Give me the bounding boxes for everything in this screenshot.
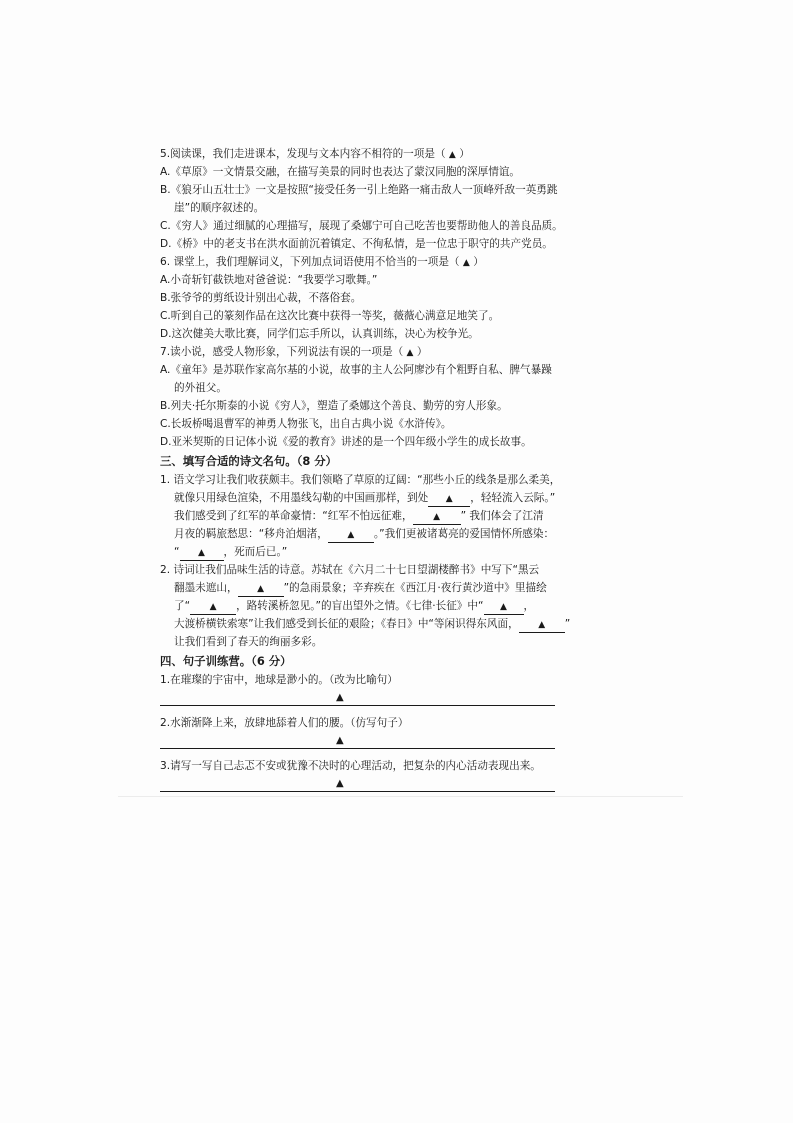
answer-marker-icon: ▲ xyxy=(336,692,344,703)
q6-stem xyxy=(160,253,630,271)
q5-close: ） xyxy=(459,148,470,160)
answer-marker-icon: ▲ xyxy=(336,735,344,746)
fill-blank[interactable] xyxy=(428,492,470,507)
q5-option-b-cont: 崖”的顺序叙述的。 xyxy=(174,202,265,214)
q6-close: ） xyxy=(473,256,484,268)
q5-option-d: D.《桥》中的老支书在洪水面前沉着镇定、不徇私情，是一位忠于职守的共产党员。 xyxy=(160,238,553,250)
s3-p1-l3-text-b: ” 我们体会了江清 xyxy=(460,510,544,522)
section3-heading: 三、填写合适的诗文名句。（8 分） xyxy=(160,454,338,468)
s3-p2-l2-text-b: ”的急雨景象；辛弃疾在《西江月·夜行黄沙道中》里描绘 xyxy=(283,582,547,594)
s3-p2-l4-text-a: 大渡桥横铁索寒”让我们感受到长征的艰险；《春日》中“等闲识得东风面， xyxy=(174,618,519,630)
s3-p2-line2 xyxy=(160,579,630,597)
q7-option-a-cont: 的外祖父。 xyxy=(174,382,227,394)
fill-blank[interactable] xyxy=(519,618,565,633)
answer-marker-icon: ▲ xyxy=(336,778,344,789)
q6-option-d: D.这次健美大歌比赛，同学们忘手所以，认真训练，决心为校争光。 xyxy=(160,328,479,340)
q7-option-c: C.长坂桥喝退曹军的神勇人物张飞，出自古典小说《水浒传》。 xyxy=(160,418,452,430)
answer-marker-icon: ▲ xyxy=(433,512,441,522)
q7-option-d: D.亚米契斯的日记体小说《爱的教育》讲述的是一个四年级小学生的成长故事。 xyxy=(160,436,532,448)
answer-marker-icon: ▲ xyxy=(500,602,507,612)
s3-p2-line4 xyxy=(160,615,630,633)
fill-blank[interactable] xyxy=(180,546,224,561)
fill-blank[interactable] xyxy=(328,528,374,543)
q7-stem xyxy=(160,343,630,361)
answer-marker-icon: ▲ xyxy=(448,150,456,160)
q7-stem-text: 7.读小说，感受人物形象，下列说法有误的一项是（ xyxy=(160,346,404,358)
answer-marker-icon: ▲ xyxy=(198,548,205,558)
fill-blank[interactable] xyxy=(413,510,461,525)
q5-option-a: A.《草原》一文情景交融，在描写美景的同时也表达了蒙汉同胞的深厚情谊。 xyxy=(160,166,521,178)
q6-option-b: B.张爷爷的剪纸设计别出心裁，不落俗套。 xyxy=(160,292,362,304)
q5-option-b: B.《狼牙山五壮士》一文是按照“接受任务一引上绝路一痛击敌人一顶峰歼敌一英勇跳 xyxy=(160,184,558,196)
answer-marker-icon: ▲ xyxy=(257,584,265,594)
s3-p2-line3 xyxy=(160,597,630,615)
s3-p1-l4-text-b: 。”我们更被诸葛亮的爱国情怀所感染： xyxy=(373,528,555,540)
q6-stem-text: 6. 课堂上，我们理解词义，下列加点词语使用不恰当的一项是（ xyxy=(160,256,460,268)
s3-p1-l2-text-b: ，轻轻流入云际。” xyxy=(470,492,556,504)
s3-p1-l4-text-a: 月夜的羁旅愁思：“移舟泊烟渚， xyxy=(174,528,328,540)
q5-stem-text: 5.阅读课，我们走进课本，发现与文本内容不相符的一项是（ xyxy=(160,148,446,160)
page-divider xyxy=(118,796,683,797)
s3-p1-line2 xyxy=(160,489,630,507)
q6-option-a: A.小奇斩钉截铁地对爸爸说：“我要学习歌舞。” xyxy=(160,274,378,286)
s3-p1-l5-text-a: “ xyxy=(174,546,180,558)
s3-p1-l5-text-b: ，死而后已。” xyxy=(223,546,288,558)
s4-item2: 2.水渐渐降上来，放肆地舔着人们的腰。（仿写句子） xyxy=(160,717,409,729)
s3-p2-l3-text-b: ，路转溪桥忽见。”的盲出望外之情。《七律·长征》中“ xyxy=(236,600,484,612)
s3-p1-line4 xyxy=(160,525,630,543)
q6-option-c: C.听到自己的篆刻作品在这次比赛中获得一等奖，薇薇心满意足地笑了。 xyxy=(160,310,500,322)
s3-p2-line5: 让我们看到了春天的绚丽多彩。 xyxy=(174,636,323,648)
s4-item3: 3.请写一写自己忐忑不安或犹豫不决时的心理活动，把复杂的内心活动表现出来。 xyxy=(160,760,541,772)
fill-blank[interactable] xyxy=(238,582,284,597)
answer-marker-icon: ▲ xyxy=(538,620,546,630)
q7-option-a: A.《童年》是苏联作家高尔基的小说，故事的主人公阿廖沙有个粗野自私、脾气暴躁 xyxy=(160,364,552,376)
s3-p1-l3-text-a: 我们感受到了红军的革命豪情：“红军不怕远征难， xyxy=(174,510,413,522)
exam-content xyxy=(160,145,630,800)
section4-heading: 四、句子训练营。（6 分） xyxy=(160,654,292,668)
s3-p2-l3-text-a: 了“ xyxy=(174,600,191,612)
fill-blank[interactable] xyxy=(484,600,524,615)
s3-p2-l2-text-a: 翻墨未遮山， xyxy=(174,582,238,594)
s3-p2-l3-text-c: ， xyxy=(523,600,535,612)
answer-line[interactable] xyxy=(160,691,555,706)
s3-p1-line5 xyxy=(160,543,630,561)
s3-p1-l2-text-a: 就像只用绿色渲染，不用墨线勾勒的中国画那样，到处 xyxy=(174,492,429,504)
answer-marker-icon: ▲ xyxy=(209,602,217,612)
fill-blank[interactable] xyxy=(190,600,236,615)
answer-marker-icon: ▲ xyxy=(347,530,355,540)
s4-item1: 1.在璀璨的宇宙中，地球是渺小的。（改为比喻句） xyxy=(160,674,398,686)
q7-option-b: B.列夫·托尔斯泰的小说《穷人》，塑造了桑娜这个善良、勤劳的穷人形象。 xyxy=(160,400,508,412)
s3-p2-l4-text-b: ” xyxy=(564,618,571,630)
q7-close: ） xyxy=(416,346,428,358)
s3-p1-line1: 1. 语文学习让我们收获颇丰。我们领略了草原的辽阔：“那些小丘的线条是那么柔美， xyxy=(160,474,561,486)
q5-stem xyxy=(160,145,630,163)
s3-p2-line1: 2. 诗词让我们品味生活的诗意。苏轼在《六月二十七日望湖楼醉书》中写下“黑云 xyxy=(160,564,540,576)
answer-marker-icon: ▲ xyxy=(445,494,453,504)
answer-marker-icon: ▲ xyxy=(406,348,414,358)
s3-p1-line3 xyxy=(160,507,630,525)
q5-option-c: C.《穷人》通过细腻的心理描写，展现了桑娜宁可自己吃苦也要帮助他人的善良品质。 xyxy=(160,220,563,232)
answer-line[interactable] xyxy=(160,734,555,749)
answer-line[interactable] xyxy=(160,777,555,792)
answer-marker-icon: ▲ xyxy=(462,258,470,268)
